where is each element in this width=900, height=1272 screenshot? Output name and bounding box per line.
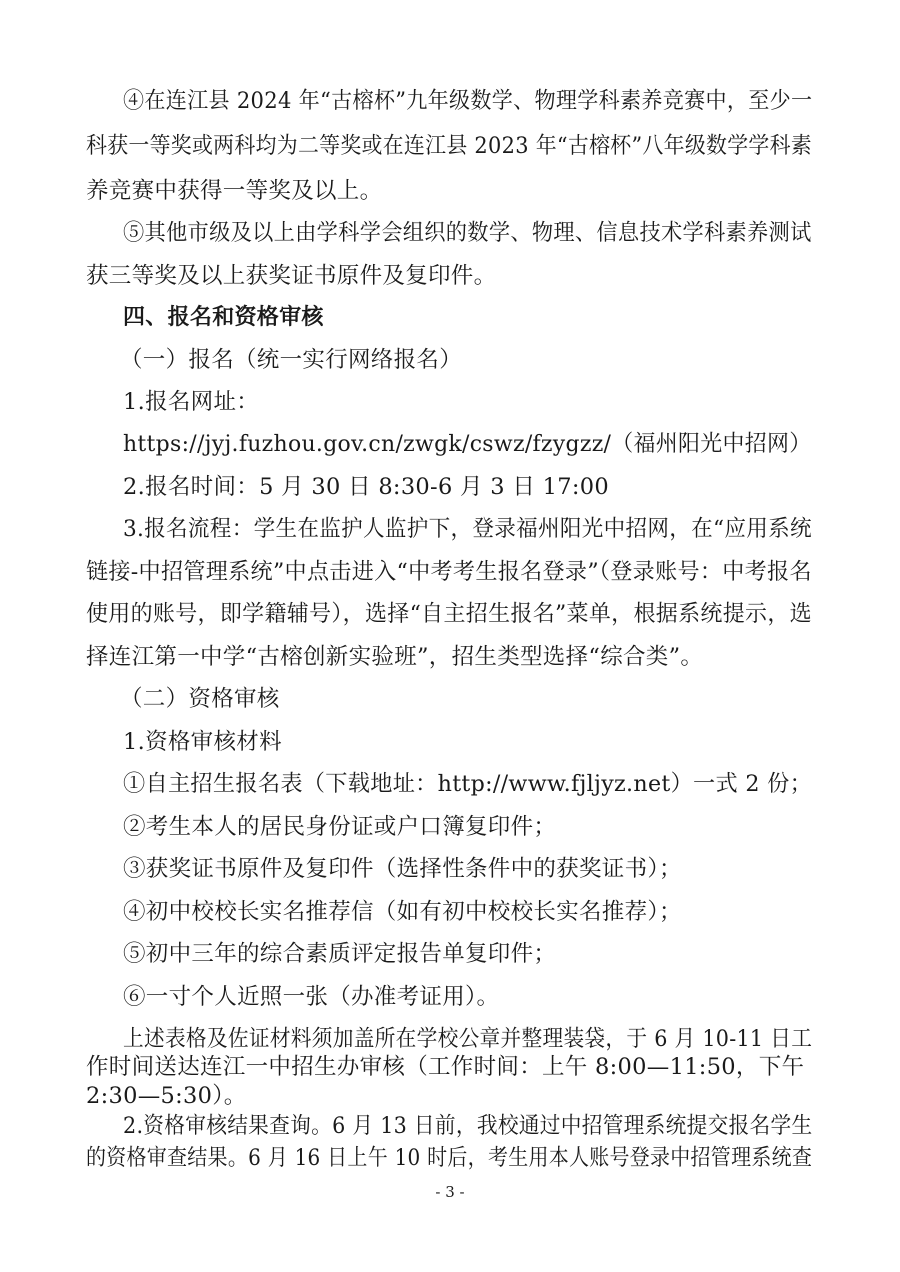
paragraph-line: 2.资格审核结果查询。6 月 13 日前，我校通过中招管理系统提交报名学生 xyxy=(123,1113,813,1139)
paragraph-line: 2:30—5:30）。 xyxy=(86,1083,247,1109)
paragraph-line: 2.报名时间：5 月 30 日 8:30-6 月 3 日 17:00 xyxy=(123,474,609,500)
registration-url: https://jyj.fuzhou.gov.cn/zwgk/cswz/fzygzz/（福州阳光中招网） xyxy=(123,431,812,457)
list-item: ②考生本人的居民身份证或户口簿复印件； xyxy=(123,814,557,840)
paragraph-line: 1.资格审核材料 xyxy=(123,729,282,755)
paragraph-line: 择连江第一中学“古榕创新实验班”，招生类型选择“综合类”。 xyxy=(86,644,704,670)
paragraph-line: 链接-中招管理系统”中点击进入“中考考生报名登录”（登录账号：中考报名 xyxy=(86,559,812,585)
list-item: ⑤初中三年的综合素质评定报告单复印件； xyxy=(123,941,557,967)
list-item: ⑥一寸个人近照一张（办准考证用）。 xyxy=(123,984,500,1010)
paragraph-line: 1.报名网址： xyxy=(123,389,260,415)
section-heading: 四、报名和资格审核 xyxy=(123,305,324,330)
subsection-heading: （一）报名（统一实行网络报名） xyxy=(120,347,463,373)
paragraph-line: 科获一等奖或两科均为二等奖或在连江县 2023 年“古榕杯”八年级数学学科素 xyxy=(86,133,813,159)
list-item: ④初中校校长实名推荐信（如有初中校校长实名推荐）； xyxy=(123,899,682,925)
paragraph-line: 使用的账号，即学籍辅号），选择“自主招生报名”菜单，根据系统提示，选 xyxy=(86,601,812,627)
paragraph-line: ⑤其他市级及以上由学科学会组织的数学、物理、信息技术学科素养测试 xyxy=(123,220,812,246)
paragraph-line: 的资格审查结果。6 月 16 日上午 10 时后，考生用本人账号登录中招管理系统查 xyxy=(86,1145,813,1171)
paragraph-line: 3.报名流程：学生在监护人监护下，登录福州阳光中招网，在“应用系统 xyxy=(123,516,812,542)
paragraph-line: ④在连江县 2024 年“古榕杯”九年级数学、物理学科素养竞赛中，至少一 xyxy=(123,88,813,114)
paragraph-line: 获三等奖及以上获奖证书原件及复印件。 xyxy=(86,263,497,289)
list-item: ③获奖证书原件及复印件（选择性条件中的获奖证书）； xyxy=(123,856,682,882)
paragraph-line: 上述表格及佐证材料须加盖所在学校公章并整理装袋，于 6 月 10-11 日工 xyxy=(123,1026,813,1052)
paragraph-line: 养竞赛中获得一等奖及以上。 xyxy=(86,178,383,204)
page-number: - 3 - xyxy=(435,1183,465,1201)
subsection-heading: （二）资格审核 xyxy=(120,686,280,712)
list-item: ①自主招生报名表（下载地址：http://www.fjljyz.net）一式 2 份； xyxy=(123,771,813,797)
paragraph-line: 作时间送达连江一中招生办审核（工作时间：上午 8:00—11:50，下午 xyxy=(86,1054,805,1080)
